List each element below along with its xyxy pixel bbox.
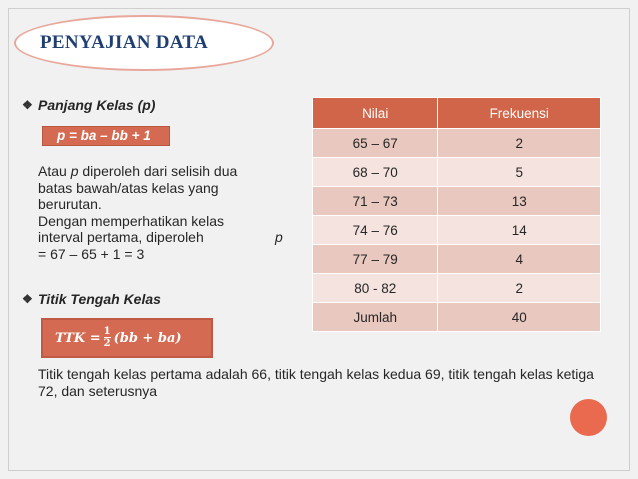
titik-tengah-formula	[41, 318, 213, 358]
titik-tengah-heading	[22, 291, 161, 307]
cell-frekuensi: 2	[438, 274, 601, 303]
desc-line-6: = 67 – 65 + 1 = 3	[38, 245, 145, 262]
formula-fraction	[104, 327, 111, 349]
desc-line-3: berurutan.	[38, 196, 102, 212]
slide-title: PENYAJIAN DATA	[40, 32, 209, 53]
panjang-kelas-heading-text: Panjang Kelas (p)	[38, 97, 156, 113]
header-nilai: Nilai	[313, 98, 438, 129]
cell-jumlah-value: 40	[438, 303, 601, 332]
table-row	[313, 274, 601, 303]
panjang-kelas-description	[38, 163, 300, 262]
formula-lhs: TTK =	[55, 330, 101, 346]
fraction-numerator: 1	[103, 326, 111, 337]
cell-nilai: 65 – 67	[313, 129, 438, 158]
p-variable-mark: p	[275, 229, 283, 245]
cell-nilai: 68 – 70	[313, 158, 438, 187]
table-row	[313, 158, 601, 187]
header-frekuensi: Frekuensi	[438, 98, 601, 129]
cell-frekuensi: 13	[438, 187, 601, 216]
cell-frekuensi: 4	[438, 245, 601, 274]
title-ellipse	[14, 15, 274, 71]
cell-nilai: 74 – 76	[313, 216, 438, 245]
decorative-circle	[570, 399, 607, 436]
table-row	[313, 187, 601, 216]
fraction-denominator: 2	[103, 338, 111, 349]
panjang-kelas-heading	[22, 97, 155, 113]
cell-jumlah-label: Jumlah	[313, 303, 438, 332]
cell-frekuensi: 14	[438, 216, 601, 245]
desc-line-2: batas bawah/atas kelas yang	[38, 179, 219, 196]
panjang-kelas-formula: p = ba – bb + 1	[42, 126, 170, 146]
cell-nilai: 77 – 79	[313, 245, 438, 274]
diamond-bullet-icon: ❖	[22, 98, 33, 112]
cell-frekuensi: 2	[438, 129, 601, 158]
table-total-row	[313, 303, 601, 332]
table-row	[313, 129, 601, 158]
cell-frekuensi: 5	[438, 158, 601, 187]
table-row	[313, 245, 601, 274]
titik-tengah-description: Titik tengah kelas pertama adalah 66, titik tengah kelas kedua 69, titik tengah kelas ketiga 72, dan seterusnya	[38, 366, 594, 399]
diamond-bullet-icon: ❖	[22, 292, 33, 306]
cell-nilai: 80 - 82	[313, 274, 438, 303]
desc-line-4: Dengan memperhatikan kelas	[38, 212, 224, 229]
table-row	[313, 216, 601, 245]
formula-rhs: (bb + ba)	[113, 330, 182, 346]
frequency-table	[312, 97, 601, 332]
titik-tengah-heading-text: Titik Tengah Kelas	[38, 291, 161, 307]
desc-line-5: interval pertama, diperoleh	[38, 229, 204, 245]
table-header-row	[313, 98, 601, 129]
cell-nilai: 71 – 73	[313, 187, 438, 216]
desc-line-1: Atau p diperoleh dari selisih dua	[38, 163, 238, 179]
